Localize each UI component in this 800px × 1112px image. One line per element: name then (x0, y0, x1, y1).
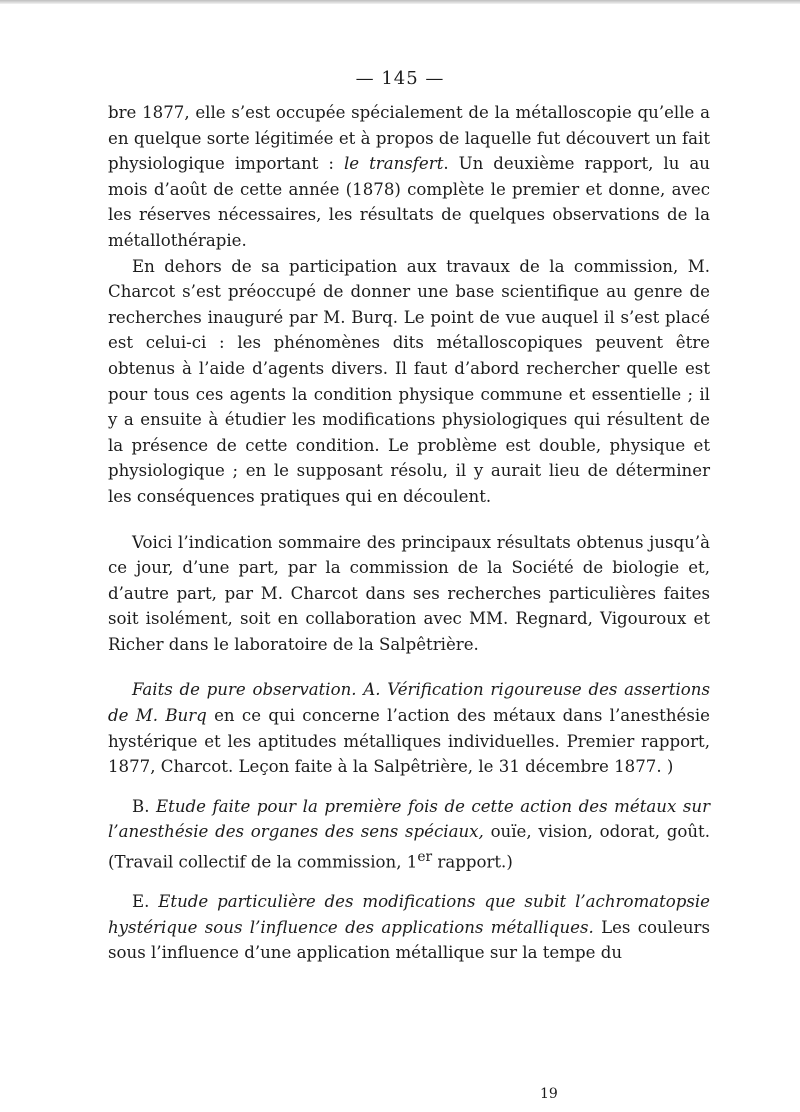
paragraph-6 (108, 889, 710, 966)
paragraph-5 (108, 794, 710, 875)
paragraph-6-text: Les couleurs sous l’influence d’une application métallique sur la tempe du (108, 917, 710, 963)
paragraph-5-superscript: er (417, 849, 433, 866)
page-number: — 145 — (355, 68, 445, 89)
body-text (108, 100, 710, 966)
paragraph-3: Voici l’indication sommaire des principaux résultats obtenus jusqu’à ce jour, d’une part, par la commission de la Société de biologie et, d’autre part, par M. Charcot dans ses recherches particulières faites soit isolément, soit en collaboration avec MM. Regnard, Vigouroux et Richer dans le laboratoire de la Salpêtrière. (108, 532, 710, 654)
paragraph-1-text: bre 1877, elle s’est occupée spécialement de la métalloscopie qu’elle a en quelque sorte légitimée et à propos de laquelle fut découvert un fait physiologique important : (108, 103, 710, 174)
paragraph-4-text: en ce qui concerne l’action des métaux dans l’anesthésie hystérique et les aptitudes métalliques individuelles. Premier rapport, 1877, Charcot. Leçon faite à la Salpêtrière, le 31 décembre 1877. ) (108, 706, 710, 777)
top-edge (0, 0, 800, 4)
paragraph-1 (108, 100, 710, 254)
paragraph-4-italic: Faits de pure observation. A. Vérification rigoureuse des assertions de M. Burq (108, 680, 710, 726)
paragraph-5-italic: Etude faite pour la première fois de cette action des métaux sur l’anesthésie des organes des sens spéciaux, (108, 796, 710, 842)
paragraph-1-end: . Un deuxième rapport, lu au mois d’août de cette année (1878) complète le premier et donne, avec les réserves nécessaires, les résultats de quelques observations de la métallothérapie. (108, 154, 710, 250)
paragraph-1-italic: le transfert (343, 154, 444, 174)
paragraph-6-prefix: E. (132, 892, 159, 912)
paragraph-2: En dehors de sa participation aux travaux de la commission, M. Charcot s’est préoccupé de donner une base scientifique au genre de recherches inauguré par M. Burq. Le point de vue auquel il s’est placé est celui-ci : les phénomènes dits métalloscopiques peuvent être obtenus à l’aide d’agents divers. Il faut d’abord rechercher quelle est pour tous ces agents la condition physique commune et essentielle ; il y a ensuite à étudier les modifications physiologiques qui résultent de la présence de cette condition. Le problème est double, physique et physiologique ; en le supposant résolu, il y aurait lieu de déterminer les conséquences pratiques qui en découlent. (108, 256, 710, 506)
paragraph-6-italic: Etude particulière des modifications que subit l’achromatopsie hystérique sous l’influence des applications métalliques. (108, 892, 710, 937)
paragraph-5-end: rapport.) (432, 852, 513, 872)
signature-mark: 19 (540, 1086, 558, 1102)
paragraph-5-text: ouïe, vision, odorat, goût. (Travail collectif de la commission, 1 (108, 822, 710, 872)
paragraph-5-prefix: B. (132, 796, 157, 816)
paragraph-4 (108, 677, 710, 779)
